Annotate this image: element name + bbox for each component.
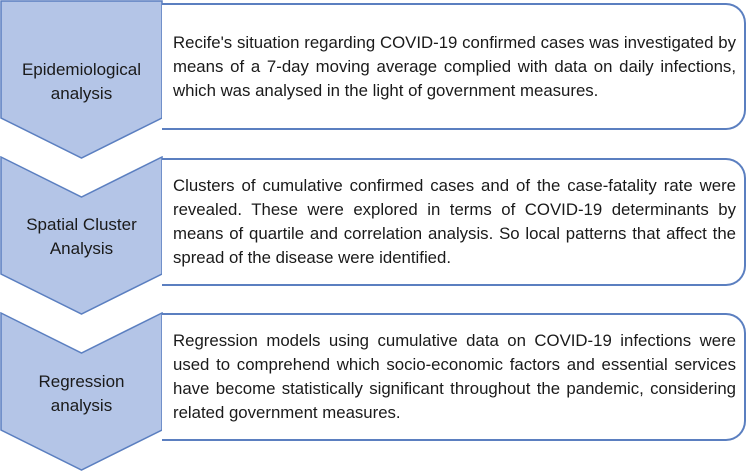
step-3-label-line2: analysis: [50, 396, 113, 415]
step-2-description-box: [162, 158, 746, 286]
step-3-description: Regression models using cumulative data on COVID-19 infections were used to comprehend which socio-economic factors and essential services have become statistically significant throughout the pandemic, considering related government measures.: [173, 331, 736, 422]
step-3-label-line1: Regression: [38, 372, 125, 391]
step-1-description-box: [162, 3, 746, 130]
step-2-label-line2: Analysis: [49, 239, 114, 258]
step-2-label: [0, 213, 163, 261]
step-1-label-line1: Epidemiological: [21, 60, 142, 79]
step-2-description: Clusters of cumulative confirmed cases and of the case-fatality rate were revealed. These were explored in terms of COVID-19 determinants by means of quartile and correlation analysis. So local patterns that affect the spread of the disease were identified.: [173, 176, 736, 267]
step-1-label: [0, 58, 163, 106]
step-3-label: [0, 370, 163, 418]
step-2-label-line1: Spatial Cluster: [26, 215, 137, 234]
step-3-description-box: [162, 313, 746, 441]
step-1-label-line2: analysis: [50, 84, 113, 103]
step-1-description: Recife's situation regarding COVID-19 confirmed cases was investigated by means of a 7-day moving average complied with data on daily infections, which was analysed in the light of government measures.: [173, 32, 736, 100]
